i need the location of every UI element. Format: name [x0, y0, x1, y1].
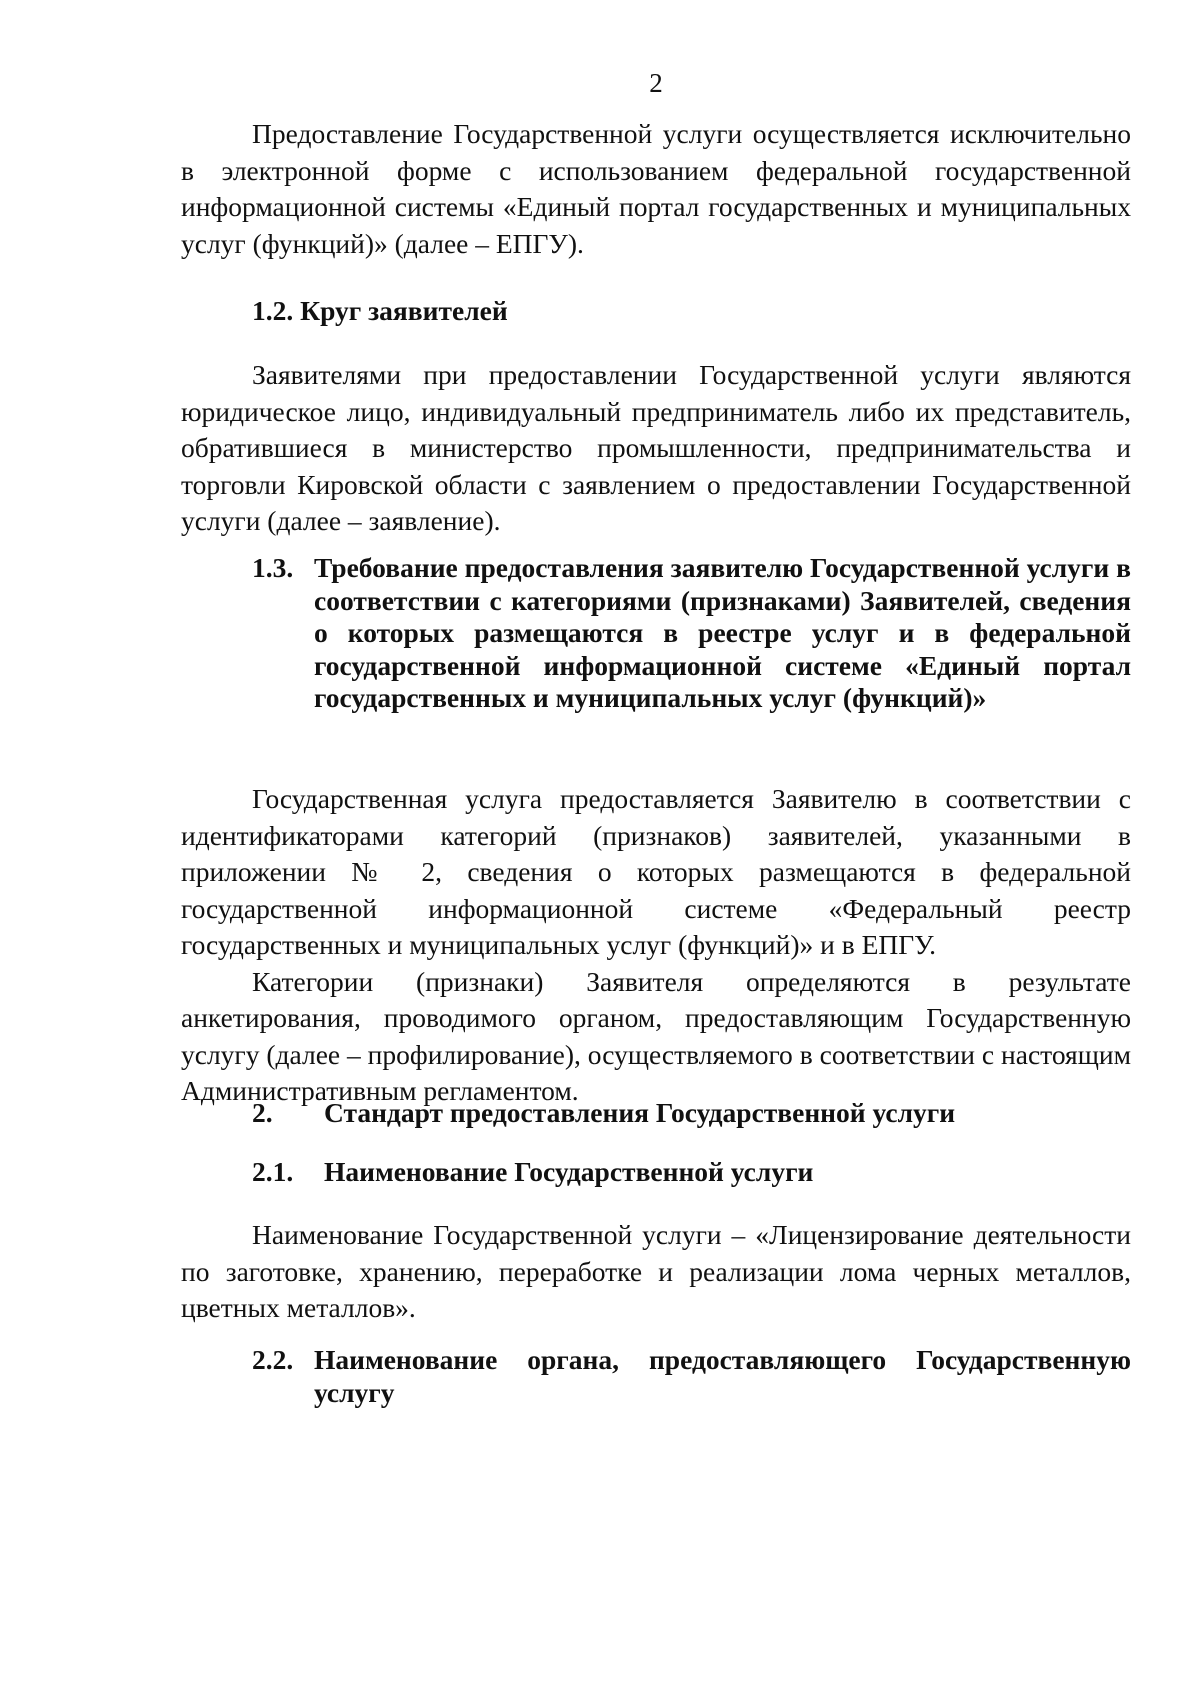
intro-section	[181, 116, 1131, 262]
section-2-heading	[181, 1097, 1131, 1130]
section-2-1-paragraph: Наименование Государственной услуги – «Лицензирование деятельности по заготовке, хранению, переработке и реализации лома черных металлов, цветных металлов».	[181, 1219, 1131, 1323]
section-1-3-number: 1.3.	[252, 552, 294, 583]
section-2-1-number: 2.1.	[252, 1156, 294, 1187]
section-1-2-body	[181, 357, 1131, 540]
section-2-2-number: 2.2.	[252, 1344, 294, 1375]
section-1-2-title: Круг заявителей	[300, 295, 508, 326]
section-1-3-heading	[181, 552, 1131, 715]
section-2-2-heading	[181, 1344, 1131, 1409]
section-2-1-body	[181, 1217, 1131, 1327]
section-1-3-body	[181, 781, 1131, 1110]
intro-paragraph: Предоставление Государственной услуги осуществляется исключительно в электронной форме с использованием федеральной государственной информационной системы «Единый портал государственных и муниципальных услуг (функций)» (далее – ЕПГУ).	[181, 118, 1131, 259]
section-1-2-paragraph: Заявителями при предоставлении Государственной услуги являются юридическое лицо, индивидуальный предприниматель либо их представитель, обратившиеся в министерство промышленности, предпринимательства и торговли Кировской области с заявлением о предоставлении Государственной услуги (далее – заявление).	[181, 359, 1131, 536]
section-1-2-number: 1.2.	[252, 295, 294, 326]
section-1-3-paragraph-2: Категории (признаки) Заявителя определяются в результате анкетирования, проводимого органом, предоставляющим Государственную услугу (далее – профилирование), осуществляемого в соответствии с настоящим Административным регламентом.	[181, 965, 1131, 1106]
section-1-2-heading	[181, 295, 1131, 328]
section-2-title: Стандарт предоставления Государственной услуги	[324, 1097, 956, 1128]
section-1-3-title: Требование предоставления заявителю Государственной услуги в соответствии с категориями (признаками) Заявителей, сведения о которых размещаются в реестре услуг и в федеральной государственной информационной системе «Единый портал государственных и муниципальных услуг (функций)»	[314, 552, 1131, 713]
page-number: 2	[649, 68, 663, 98]
section-2-number: 2.	[252, 1097, 273, 1128]
section-2-2-title: Наименование органа, предоставляющего Государственную услугу	[314, 1344, 1131, 1408]
section-2-1-heading	[181, 1156, 1131, 1189]
section-2-1-title: Наименование Государственной услуги	[324, 1156, 814, 1187]
section-1-3-paragraph-1: Государственная услуга предоставляется Заявителю в соответствии с идентификаторами категорий (признаков) заявителей, указанными в приложении № 2, сведения о которых размещаются в федеральной государственной информационной системе «Федеральный реестр государственных и муниципальных услуг (функций)» и в ЕПГУ.	[181, 783, 1131, 960]
